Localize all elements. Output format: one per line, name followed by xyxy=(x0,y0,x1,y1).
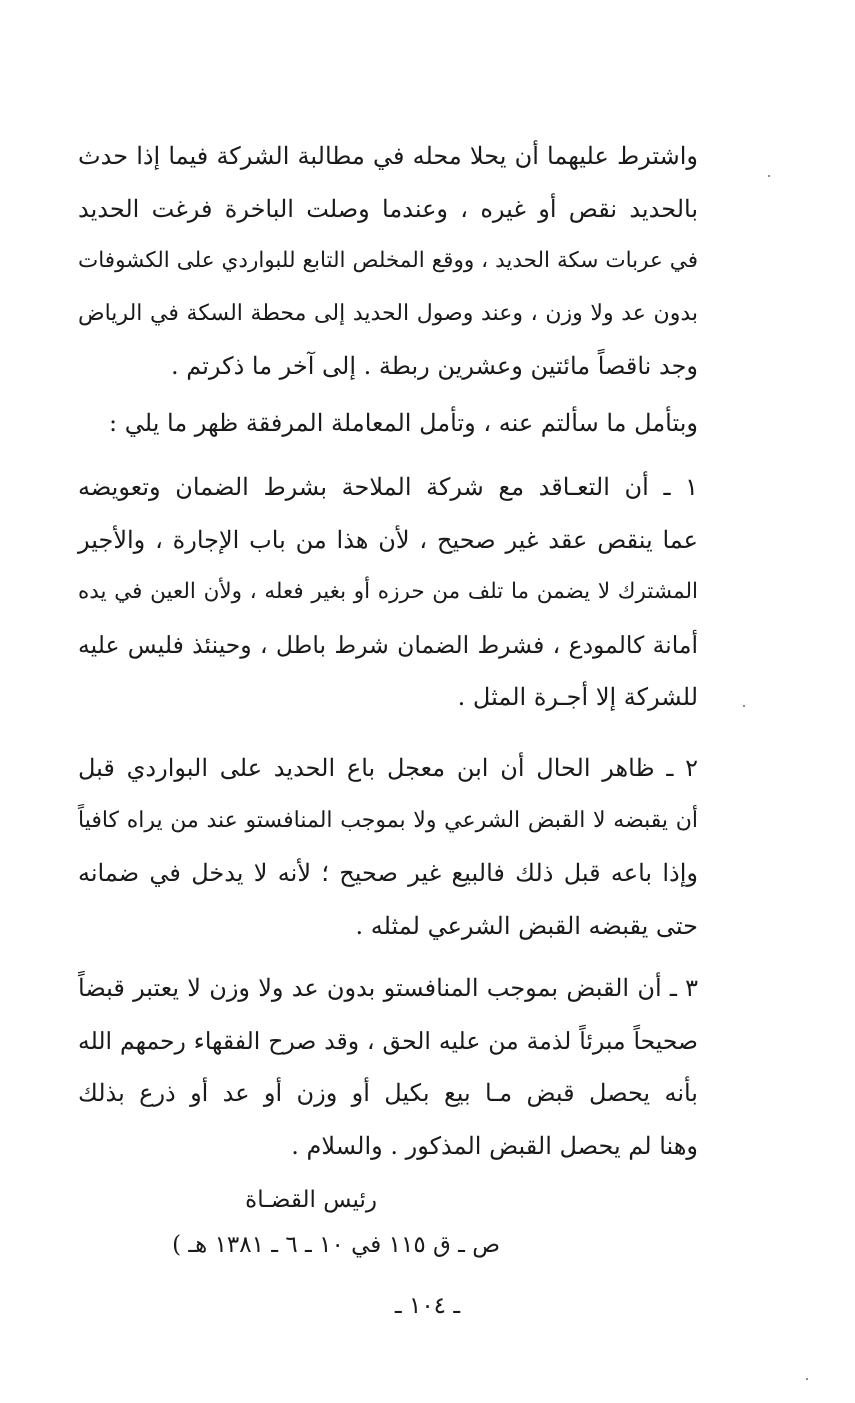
paragraph-line: في عربات سكة الحديد ، ووقع المخلص التابع للبواردي على الكشوفات xyxy=(78,248,698,273)
paragraph-line: وإذا باعه قبل ذلك فالبيع غير صحيح ؛ لأنه لا يدخل في ضمانه xyxy=(78,859,698,887)
paragraph-line: عما ينقص عقد غير صحيح ، لأن هذا من باب الإجارة ، والأجير xyxy=(78,525,698,554)
paragraph-intro xyxy=(78,130,698,393)
scan-speck xyxy=(743,705,745,707)
paragraph-line: وهنا لم يحصل القبض المذكور . والسلام . xyxy=(291,1131,698,1160)
paragraph-line: صحيحاً مبرئاً لذمة من عليه الحق ، وقد صرح الفقهاء رحمهم الله xyxy=(78,1026,698,1055)
paragraph-line: ٢ ـ ظاهر الحال أن ابن معجل باع الحديد على البواردي قبل xyxy=(78,754,698,782)
paragraph-line: بالحديد نقص أو غيره ، وعندما وصلت الباخرة فرغت الحديد xyxy=(78,194,698,223)
paragraph-point-2 xyxy=(78,742,698,952)
signature-title: رئيس القضـاة xyxy=(245,1187,377,1213)
document-reference: ص ـ ق ١١٥ في ١٠ ـ ٦ ـ ١٣٨١ هـ ) xyxy=(172,1232,500,1258)
scan-speck xyxy=(768,175,770,177)
paragraph-line: ٣ ـ أن القبض بموجب المنافستو بدون عد ولا وزن لا يعتبر قبضاً xyxy=(78,974,698,1002)
page-number: ـ ١٠٤ ـ xyxy=(394,1293,461,1319)
paragraph-findings-intro xyxy=(78,397,698,450)
paragraph-line: المشترك لا يضمن ما تلف من حرزه أو بغير فعله ، ولأن العين في يده xyxy=(78,579,698,604)
paragraph-point-3 xyxy=(78,962,698,1172)
scan-speck xyxy=(806,1378,808,1380)
paragraph-line: واشترط عليهما أن يحلا محله في مطالبة الشركة فيما إذا حدث xyxy=(78,142,698,170)
paragraph-line: بأنه يحصل قبض مـا بيع بكيل أو وزن أو عد أو ذرع بذلك xyxy=(78,1079,698,1107)
paragraph-line: أن يقبضه لا القبض الشرعي ولا بموجب المنافستو عند من يراه كافياً xyxy=(78,807,698,833)
paragraph-point-1 xyxy=(78,461,698,724)
paragraph-line: حتى يقبضه القبض الشرعي لمثله . xyxy=(355,911,698,940)
paragraph-line: بدون عد ولا وزن ، وعند وصول الحديد إلى محطة السكة في الرياض xyxy=(78,300,698,326)
paragraph-line: ١ ـ أن التعـاقد مع شركة الملاحة بشرط الضمان وتعويضه xyxy=(78,473,698,501)
paragraph-line: وجد ناقصاً مائتين وعشرين ربطة . إلى آخر ما ذكرتم . xyxy=(170,352,698,380)
paragraph-line: أمانة كالمودع ، فشرط الضمان شرط باطل ، وحينئذ فليس عليه xyxy=(78,630,698,659)
paragraph-line: للشركة إلا أجـرة المثل . xyxy=(457,683,698,711)
paragraph-line: وبتأمل ما سألتم عنه ، وتأمل المعاملة المرفقة ظهر ما يلي : xyxy=(109,409,698,437)
